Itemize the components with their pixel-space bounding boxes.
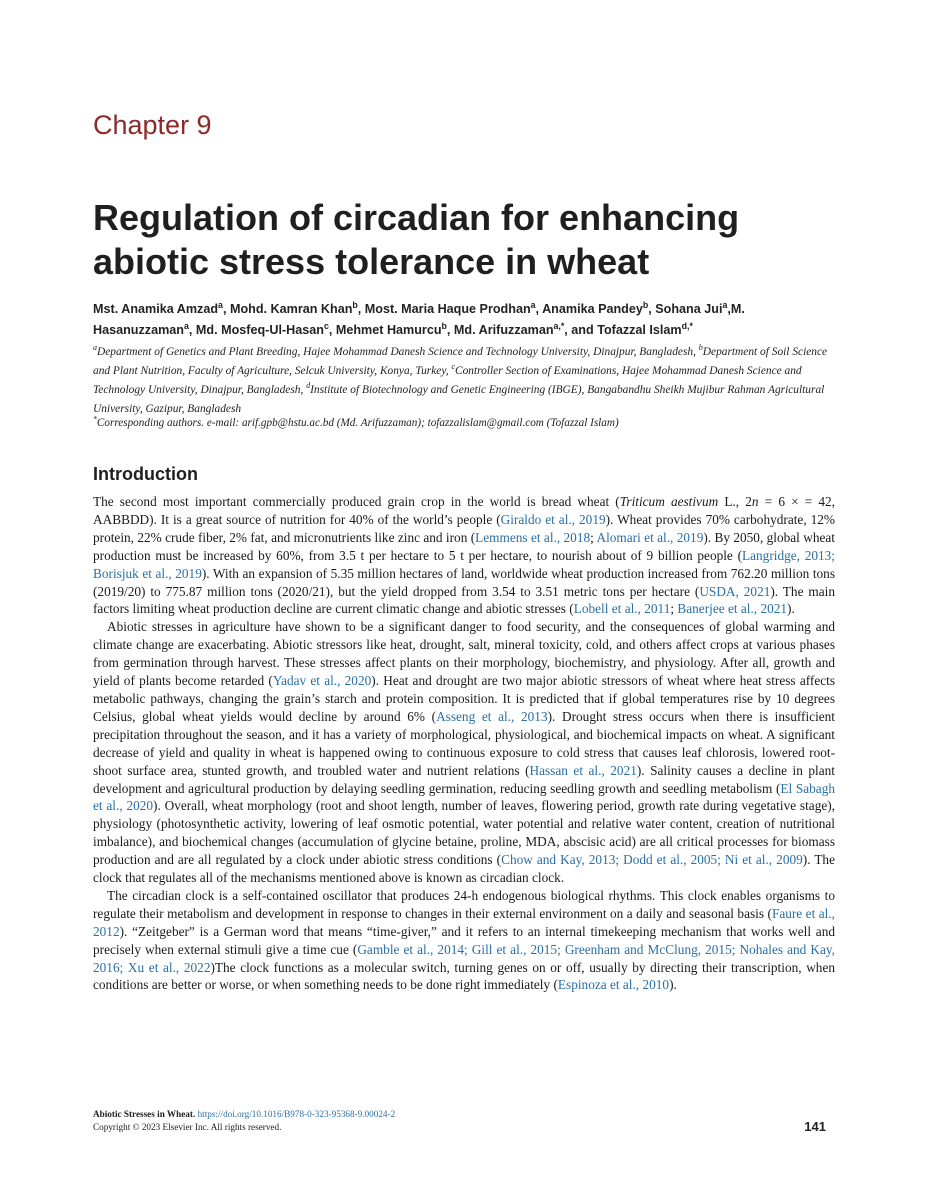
citation-link[interactable]: Asseng et al., 2013 xyxy=(436,708,548,724)
text-run: ; xyxy=(590,529,597,545)
affiliation-mark: c xyxy=(451,362,455,372)
paragraph xyxy=(93,887,835,994)
text-run: The circadian clock is a self-contained oscillator that produces 24-h endogenous biological rhythms. This clock enables organisms to regulate their metabolism and development in response to changes in their external environment on a daily and seasonal basis ( xyxy=(93,887,835,921)
affiliations xyxy=(93,343,838,419)
text-run: ). Salinity causes a decline in plant development and agricultural production by delaying seedling germination, reducing seedling growth and seedling metabolism ( xyxy=(93,762,835,796)
author-name: Most. Maria Haque Prodhan xyxy=(364,302,531,316)
title-line-1: Regulation of circadian for enhancing xyxy=(93,197,740,238)
author-name: Mohd. Kamran Khan xyxy=(229,302,353,316)
text-run: The second most important commercially produced grain crop in the world is bread wheat ( xyxy=(93,494,620,509)
author-name: M. Hasanuzzaman xyxy=(93,302,745,337)
citation-link[interactable]: Alomari et al., 2019 xyxy=(596,529,704,545)
author-affiliation-mark: a xyxy=(530,299,536,310)
text-run: ). The clock that regulates all of the mechanisms mentioned above is known as circadian clock. xyxy=(93,852,835,886)
author-affiliation-mark: a xyxy=(218,299,223,310)
text-run: ). Wheat provides 70% carbohydrate, 12% protein, 22% crude fiber, 2% fat, and micronutrients like zinc and iron ( xyxy=(93,511,835,545)
author-affiliation-mark: a,* xyxy=(553,320,565,331)
text-run: ). xyxy=(787,601,795,617)
text-run: ). xyxy=(669,977,677,993)
citation-link[interactable]: Gamble et al., 2014; Gill et al., 2015; Greenham and McClung, 2015; Nohales and Kay, 2016; Xu et al., 2022 xyxy=(93,941,835,975)
author-affiliation-mark: b xyxy=(352,299,358,310)
author-name: Md. Mosfeq-Ul-Hasan xyxy=(195,323,324,337)
paragraph xyxy=(93,618,835,887)
italic-text: Triticum aestivum xyxy=(619,494,719,509)
chapter-title xyxy=(93,196,853,284)
text-run: ). “Zeitgeber” is a German word that means “time-giver,” and it refers to an internal timekeeping mechanism that works well and precisely when external stimuli give a time cue ( xyxy=(93,923,835,957)
author-name: Mehmet Hamurcu xyxy=(335,323,442,337)
author-affiliation-mark: b xyxy=(441,320,447,331)
text-run: Abiotic stresses in agriculture have shown to be a significant danger to food security, and the consequences of global warming and climate change are exacerbating. Abiotic stressors like heat, drought, salt, mineral toxicity, cold, and others affect crops at various phases from germination through harvest. These stresses affect plants on their morphology, biochemistry, and physiology. After all, growth and yield of plants become retarded ( xyxy=(93,619,835,689)
affiliation-mark: a xyxy=(93,343,97,353)
corresponding-text: Corresponding authors. e-mail: arif.gpb@hstu.ac.bd (Md. Arifuzzaman); tofazzalislam@gmail.com (Tofazzal Islam) xyxy=(96,417,619,429)
citation-link[interactable]: Banerjee et al., 2021 xyxy=(677,601,788,617)
corresponding-mark: * xyxy=(93,414,97,424)
footer-citation xyxy=(93,1108,395,1134)
affiliation-text: Controller Section of Examinations, Hajee Mohammad Danesh Science and Technology University, Dinajpur, Bangladesh, xyxy=(93,365,802,396)
citation-link[interactable]: Hassan et al., 2021 xyxy=(529,762,637,778)
footer-doi-link[interactable]: https://doi.org/10.1016/B978-0-323-95368-9.00024-2 xyxy=(197,1109,396,1119)
author-affiliation-mark: b xyxy=(642,299,649,310)
citation-link[interactable]: Chow and Kay, 2013; Dodd et al., 2005; Ni et al., 2009 xyxy=(501,852,803,868)
citation-link[interactable]: Giraldo et al., 2019 xyxy=(500,511,606,527)
text-run: ). Drought stress occurs when there is insufficient precipitation throughout the season, and it has a variety of morphological, physiological, and biochemical impacts on wheat. A significant decrease of yield and quality in wheat is happened owing to continuous exposure to cold stress that causes leaf chlorosis, lowered root-shoot surface area, stunted growth, and troubled water and nutrient relations ( xyxy=(93,708,836,778)
author-name: Anamika Pandey xyxy=(542,302,643,316)
text-run: ). With an expansion of 5.35 million hectares of land, worldwide wheat production increased from 762.20 million tons (2019/20) to 775.87 million tons (2020/21), but the yield dropped from 3.54 to 3.51 metric tons per hectare ( xyxy=(93,565,835,599)
author-name: Mst. Anamika Amzad xyxy=(93,302,219,316)
footer-book-title: Abiotic Stresses in Wheat. xyxy=(93,1109,196,1119)
title-line-2: abiotic stress tolerance in wheat xyxy=(93,241,650,282)
text-run: ). Heat and drought are two major abiotic stressors of wheat where heat stress affects metabolic pathways, changing the grain’s starch and protein composition. It is predicted that if global temperatures rise by 10 degrees Celsius, global wheat yields would decline by around 6% ( xyxy=(93,673,836,724)
affiliation-mark: d xyxy=(306,381,311,391)
section-heading: Introduction xyxy=(93,464,198,484)
corresponding-authors xyxy=(93,414,838,432)
italic-text: n xyxy=(751,494,759,509)
citation-link[interactable]: USDA, 2021 xyxy=(699,583,771,599)
affiliation-text: Department of Soil Science and Plant Nutrition, Faculty of Agriculture, Selcuk University, Konya, Turkey, xyxy=(93,346,828,377)
author-list: Mst. Anamika Amzad$^a$, Mohd. Kamran Khan$^b$, Most. Maria Haque Prodhan$^a$, Anamika Pandey$^b$, Sohana Jui$^a$,M. Hasanuzzaman$^a$, Md. Mosfeq-Ul-Hasan$^c$, Mehmet Hamurcu$^b$, Md. Arifuzzaman$^{a,*}$, and Tofazzal Islam$^{d,*}$ xyxy=(93,299,745,337)
citation-link[interactable]: Lobell et al., 2011 xyxy=(573,601,671,617)
text-run: L., 2 xyxy=(718,494,752,509)
citation-link[interactable]: Espinoza et al., 2010 xyxy=(557,977,670,993)
author-affiliation-mark: c xyxy=(323,320,329,331)
text-run: ; xyxy=(670,601,678,617)
text-run: ). The main factors limiting wheat production decline are current climatic change and abiotic stresses ( xyxy=(93,583,835,617)
citation-link[interactable]: Faure et al., 2012 xyxy=(93,905,836,939)
author-name: Tofazzal Islam xyxy=(597,323,682,337)
body-text xyxy=(93,493,835,994)
citation-link[interactable]: El Sabagh et al., 2020 xyxy=(93,780,835,814)
citation-link[interactable]: Lemmens et al., 2018 xyxy=(475,529,591,545)
author-name: Sohana Jui xyxy=(655,302,723,316)
author-affiliation-mark: a xyxy=(722,299,728,310)
text-run: = 6 × = 42, AABBDD). It is a great source of nutrition for 40% of the world’s people ( xyxy=(93,494,835,527)
chapter-label: Chapter 9 xyxy=(93,110,212,140)
author-affiliation-mark: d,* xyxy=(681,320,693,331)
citation-link[interactable]: Yadav et al., 2020 xyxy=(272,673,372,689)
text-run: )The clock functions as a molecular switch, turning genes on or off, usually by directing their transcription, when conditions are better or worse, or when something needs to be done right immediately ( xyxy=(93,959,835,993)
citation-link[interactable]: Langridge, 2013; Borisjuk et al., 2019 xyxy=(93,547,835,581)
affiliation-text: Institute of Biotechnology and Genetic Engineering (IBGE), Bangabandhu Sheikh Mujibur Rahman Agricultural University, Gazipur, Bangladesh xyxy=(93,384,825,415)
footer-copyright: Copyright © 2023 Elsevier Inc. All rights reserved. xyxy=(93,1122,282,1132)
text-run: ). By 2050, global wheat production must be increased by 60%, from 3.5 t per hectare to 5 t per hectare, to nourish about of 9 billion people ( xyxy=(93,529,835,563)
text-run: ). Overall, wheat morphology (root and shoot length, number of leaves, flowering period, growth rate during vegetative stage), physiology (photosynthetic activity, lowering of leaf osmotic potential, water potential and relative water content, creation of nutritional imbalance), and biochemical changes (accumulation of glycine betaine, proline, MDA, abscisic acid) are all critical processes for biomass production and are all regulated by a clock under abiotic stress conditions ( xyxy=(93,798,835,868)
affiliation-text: Department of Genetics and Plant Breeding, Hajee Mohammad Danesh Science and Technology University, Dinajpur, Bangladesh, xyxy=(96,346,699,358)
author-affiliation-mark: a xyxy=(184,320,189,331)
page-number: 141 xyxy=(804,1119,826,1134)
affiliation-mark: b xyxy=(698,343,703,353)
paragraph xyxy=(93,493,835,618)
author-name: Md. Arifuzzaman xyxy=(453,323,554,337)
